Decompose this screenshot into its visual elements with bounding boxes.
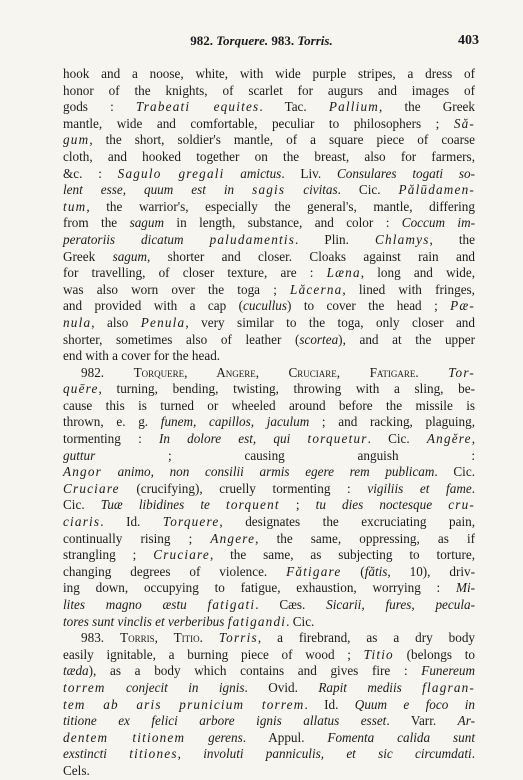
text-run: , the — [429, 231, 475, 247]
text-run: Chlamys — [374, 231, 430, 247]
text-run: Să- — [453, 115, 475, 131]
text-run: ; — [279, 497, 316, 513]
text-line — [63, 265, 475, 282]
text-run: In dolore est, qui — [158, 431, 308, 447]
text-run: gods : — [63, 99, 136, 115]
text-run: amictus — [240, 165, 282, 181]
text-run: guttur — [63, 447, 96, 463]
text-line — [63, 116, 475, 133]
text-line — [63, 497, 475, 514]
text-run: honor of the knights, of scarlet for augurs and images of — [63, 82, 475, 98]
text-line — [63, 564, 475, 581]
text-run: Coccum im- — [401, 215, 476, 231]
text-run: Angor — [63, 464, 102, 480]
text-run: ), as a body which contains and gives fire : — [88, 663, 422, 679]
text-run — [185, 730, 208, 745]
text-run: (crucifying), cruelly tormenting : — [119, 480, 368, 496]
text-run: titione ex felici arbore ignis allatus esset — [63, 713, 387, 729]
text-run: , very similar to the toga, only closer and — [185, 314, 475, 330]
text-run: Sicarii, fures, pecula- — [326, 597, 475, 612]
text-run: tem ab aris prunicium torrem — [63, 696, 305, 712]
text-run: Angĕre — [426, 431, 472, 447]
text-line — [63, 232, 475, 249]
text-line — [63, 381, 475, 398]
text-run: paludamentis — [209, 231, 296, 247]
text-line — [63, 132, 475, 149]
text-run: , — [177, 746, 204, 762]
text-run: . Liv. — [281, 165, 337, 181]
text-run: continually rising ; — [63, 530, 211, 546]
text-run: was also worn over the toga ; — [63, 281, 291, 297]
text-line — [63, 166, 475, 183]
text-run: Tuæ libidines te — [100, 497, 226, 513]
text-run: fatigati — [207, 597, 256, 612]
text-run: exstincti — [63, 746, 130, 762]
text-run: , the Greek — [379, 99, 476, 115]
text-run: . Cic. — [337, 182, 399, 198]
text-line — [63, 182, 475, 199]
text-run: conjecit in ignis — [126, 679, 245, 695]
text-run: tum — [63, 198, 87, 214]
text-run: flagran- — [422, 679, 475, 695]
text-run — [102, 464, 118, 479]
text-line — [63, 746, 475, 763]
text-run: Sagulo gregali — [117, 165, 225, 181]
text-run: . Ovid. — [244, 679, 319, 695]
text-run: Titio — [363, 646, 394, 662]
text-run: tæda — [63, 663, 89, 679]
text-run: . Cic. — [367, 431, 427, 447]
text-run: tores sunt vinclis et verberibus — [63, 613, 228, 629]
text-run: sagis — [252, 182, 286, 198]
text-run: mantle, wide and comfortable, peculiar to philosophers ; — [63, 115, 454, 131]
text-run: gum — [63, 132, 90, 148]
text-run: Torris, Titio. — [120, 630, 203, 646]
text-run: torquent — [225, 497, 280, 513]
text-run: . — [471, 746, 475, 762]
text-run: cause this is turned or wheeled around before the missile is — [63, 397, 475, 413]
text-run: titiones — [129, 746, 178, 762]
text-line — [63, 414, 475, 431]
text-run: Rapit mediis — [318, 679, 423, 695]
running-head — [0, 33, 523, 49]
text-run: ing down, occupying to fatigue, exhaustion, worrying : — [63, 580, 456, 596]
text-run: , lined with fringes, — [342, 281, 475, 297]
running-head-left-title: Torquere. — [216, 33, 269, 48]
text-run — [106, 680, 126, 695]
text-run: gerens — [208, 729, 243, 745]
text-run: ) to cover the head ; — [287, 298, 451, 314]
text-run: torrem — [63, 679, 106, 695]
text-run: Fomenta calida sunt — [327, 729, 475, 745]
text-run: . Cic. — [286, 613, 315, 629]
text-run: Fătigare — [286, 563, 342, 579]
text-run: Læna — [326, 265, 361, 281]
text-run: animo, non consilii armis egere rem publicam — [117, 464, 435, 480]
text-run: Consulares togati so- — [336, 165, 475, 181]
text-run — [419, 365, 449, 380]
text-line — [63, 332, 475, 349]
text-line — [63, 431, 475, 448]
text-run: funem, capillos, jaculum — [160, 414, 310, 430]
text-line — [63, 464, 475, 481]
text-run: . Tac. — [259, 99, 329, 115]
text-run: Trabeati equites — [135, 99, 260, 115]
text-line — [63, 547, 475, 564]
text-line — [63, 481, 475, 498]
text-run: scortea — [299, 331, 339, 347]
text-run: Greek — [63, 248, 113, 264]
text-run: shorter, sometimes also of leather ( — [63, 331, 300, 347]
text-run: . Cic. — [434, 464, 475, 480]
text-run: lent esse, quum est in — [63, 182, 253, 198]
text-run: quēre — [63, 381, 99, 397]
text-run: . Appul. — [242, 729, 328, 745]
text-line — [63, 149, 475, 166]
text-run: 983. — [81, 630, 121, 646]
text-run: , a firebrand, as a dry body — [257, 630, 476, 646]
text-run: 982. — [81, 364, 134, 380]
body-text — [63, 66, 475, 780]
text-line — [63, 514, 475, 531]
text-line — [63, 66, 475, 83]
text-run: , the short, soldier's mantle, of a square piece of coarse — [89, 132, 475, 148]
text-run: cloth, and hooked together on the breast, also for farmers, — [63, 148, 475, 164]
text-run: involuti panniculis, et sic circumdati — [203, 746, 472, 762]
text-run: , the same, as subjecting to torture, — [209, 547, 475, 563]
text-run: end with a cover for the head. — [63, 348, 221, 364]
text-run: hook and a noose, white, with wide purple stripes, a dress of — [63, 66, 475, 81]
text-run: ciaris — [63, 514, 101, 530]
text-run: Tor- — [448, 364, 476, 380]
text-run: Ar- — [457, 713, 475, 729]
running-head-left-number: 982. — [190, 33, 214, 48]
text-run: civitas — [285, 182, 338, 198]
text-line — [63, 763, 475, 780]
text-run: , 10), driv- — [387, 563, 475, 579]
text-run: , turning, bending, twisting, throwing with a sling, be- — [98, 381, 475, 397]
text-run: sagum — [112, 248, 148, 264]
text-run: nula — [63, 314, 92, 330]
text-line — [63, 215, 475, 232]
text-run: . Id. — [100, 514, 163, 530]
text-run: Cruciare — [63, 480, 120, 496]
text-line — [63, 531, 475, 548]
text-line — [63, 647, 475, 664]
text-run — [224, 166, 240, 181]
text-run: Quum e foco in — [354, 696, 475, 712]
text-line — [63, 348, 475, 365]
text-line — [63, 597, 475, 614]
text-run: fătis — [364, 563, 388, 579]
text-run: (belongs to — [393, 646, 475, 662]
text-run: . Varr. — [386, 713, 458, 729]
text-run: Torquere — [162, 514, 220, 530]
text-run: . — [471, 480, 475, 496]
text-run: &c. : — [63, 165, 118, 181]
text-run: tormenting : — [63, 431, 159, 447]
text-run: and provided with a cap ( — [63, 298, 244, 314]
text-run: vigiliis et fame — [367, 480, 472, 496]
text-run: ), and at the upper — [338, 331, 475, 347]
text-run: Torris — [218, 630, 258, 646]
running-head-right-number: 983. — [271, 33, 295, 48]
text-line — [63, 249, 475, 266]
text-run: Cels. — [63, 762, 90, 778]
text-run: lites magno æstu — [63, 597, 208, 612]
text-run: Mi- — [455, 580, 475, 596]
text-line — [63, 282, 475, 299]
text-run: Pæ- — [450, 298, 475, 314]
text-run: , designates the excruciating pain, — [219, 514, 475, 530]
text-run: Funereum — [421, 663, 475, 679]
text-line — [63, 199, 475, 216]
text-run: easily ignitable, a burning piece of wood ; — [63, 646, 364, 662]
text-line — [63, 663, 475, 680]
text-run: Lăcerna — [290, 281, 343, 297]
text-run: fatigandi — [227, 613, 287, 629]
text-line — [63, 398, 475, 415]
text-line — [63, 298, 475, 315]
page-number: 403 — [458, 33, 479, 48]
text-run: thrown, e. g. — [63, 414, 161, 430]
text-run: torquetur — [307, 431, 368, 447]
running-head-right-title: Torris. — [297, 33, 333, 48]
text-run: . Plin. — [295, 231, 375, 247]
text-run: sagum — [129, 215, 165, 231]
text-run: . Id. — [304, 696, 355, 712]
text-run: , the warrior's, especially the general's, mantle, differing — [86, 198, 475, 214]
text-line — [63, 99, 475, 116]
text-line — [63, 697, 475, 714]
text-run: , long and wide, — [360, 265, 476, 281]
text-run: Cruciare — [153, 547, 210, 563]
text-run: peratoriis dicatum — [63, 231, 210, 247]
text-line — [63, 83, 475, 100]
text-run: , also — [91, 314, 141, 330]
text-run: Angere — [210, 530, 256, 546]
text-line — [63, 365, 475, 382]
text-line — [63, 630, 475, 647]
text-line — [63, 580, 475, 597]
text-run: cucullus — [243, 298, 287, 314]
text-run: , shorter and closer. Cloaks against rain and — [147, 248, 476, 264]
text-line — [63, 680, 475, 697]
text-line — [63, 713, 475, 730]
text-run: strangling ; — [63, 547, 154, 563]
text-run: Torquere, Angere, Cruciare, Fatigare. — [133, 364, 419, 380]
text-run: tu dies noctesque — [315, 497, 449, 513]
text-run: from the — [63, 215, 130, 231]
text-run: for travelling, of closer texture, are : — [63, 265, 327, 281]
text-run: Cic. — [63, 497, 101, 513]
page-header — [0, 33, 523, 53]
text-run: , — [471, 431, 475, 447]
text-run — [203, 630, 219, 645]
text-line — [63, 315, 475, 332]
text-run: ( — [341, 563, 365, 579]
text-line — [63, 614, 475, 631]
text-run: ; and racking, plaguing, — [309, 414, 475, 430]
text-run: dentem titionem — [63, 729, 186, 745]
text-run: , the same, oppressing, as if — [255, 530, 475, 546]
text-run: . Cæs. — [255, 597, 327, 612]
text-run: cru- — [448, 497, 475, 513]
text-run: in length, substance, and color : — [164, 215, 402, 231]
text-line — [63, 448, 475, 465]
text-run: ; causing anguish : — [95, 447, 475, 463]
text-run: changing degrees of violence. — [63, 563, 287, 579]
text-run: Penula — [140, 314, 186, 330]
text-line — [63, 730, 475, 747]
text-run: Pălūdamen- — [398, 182, 475, 198]
text-run: Pallium — [328, 99, 380, 115]
